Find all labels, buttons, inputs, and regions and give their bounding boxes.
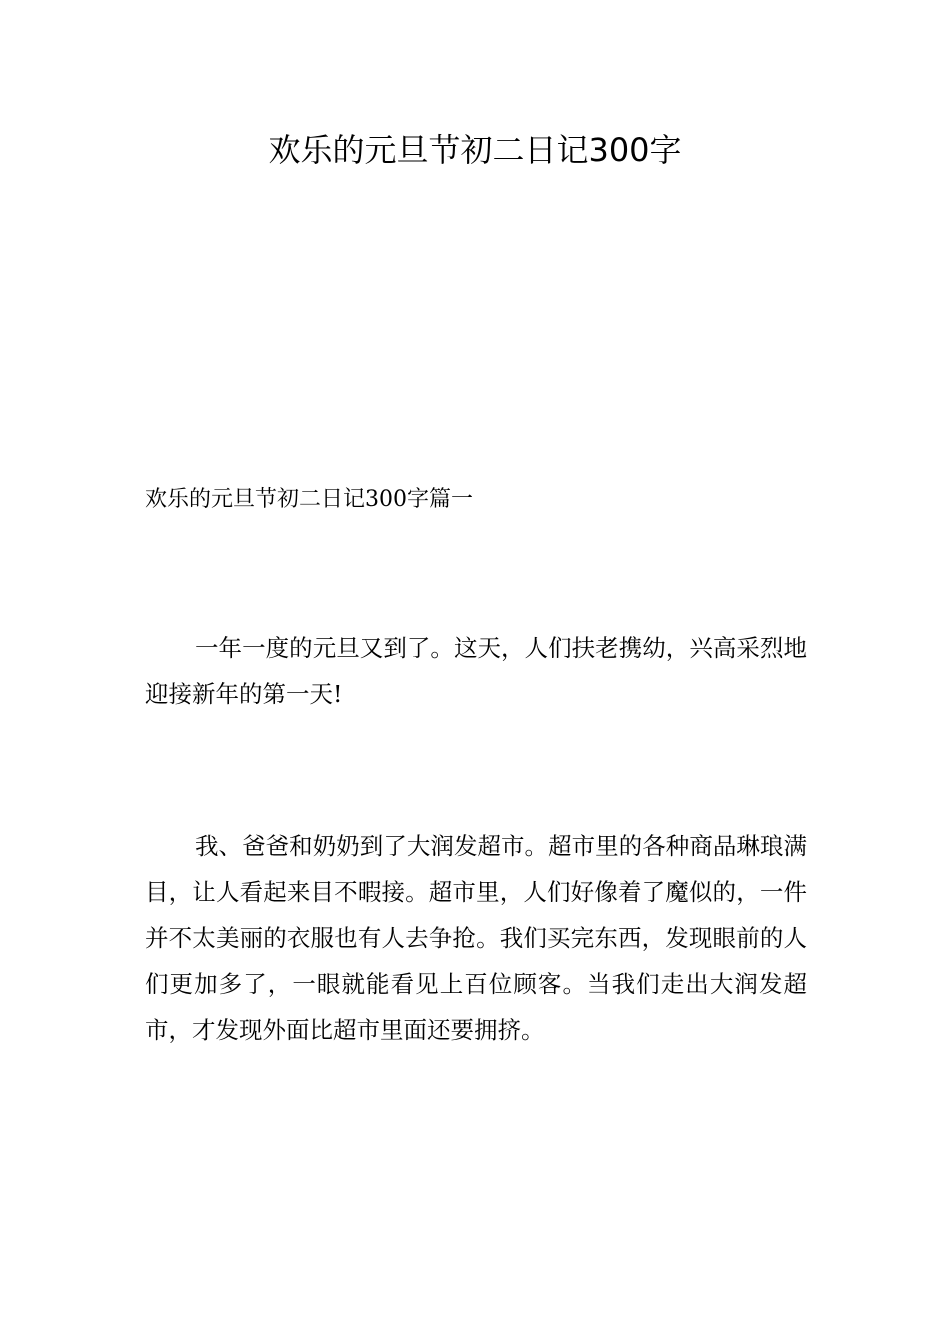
paragraph-1: 一年一度的元旦又到了。这天，人们扶老携幼，兴高采烈地迎接新年的第一天! [145, 634, 807, 708]
section-heading: 欢乐的元旦节初二日记300字篇一 [145, 487, 473, 512]
paragraph-2: 我、爸爸和奶奶到了大润发超市。超市里的各种商品琳琅满目，让人看起来目不暇接。超市里，人们好像着了魔似的，一件并不太美丽的衣服也有人去争抢。我们买完东西，发现眼前的人们更加多了，一眼就能看见上百位顾客。当我们走出大润发超市，才发现外面比超市里面还要拥挤。 [145, 832, 807, 1044]
document-title: 欢乐的元旦节初二日记300字 [268, 131, 682, 169]
